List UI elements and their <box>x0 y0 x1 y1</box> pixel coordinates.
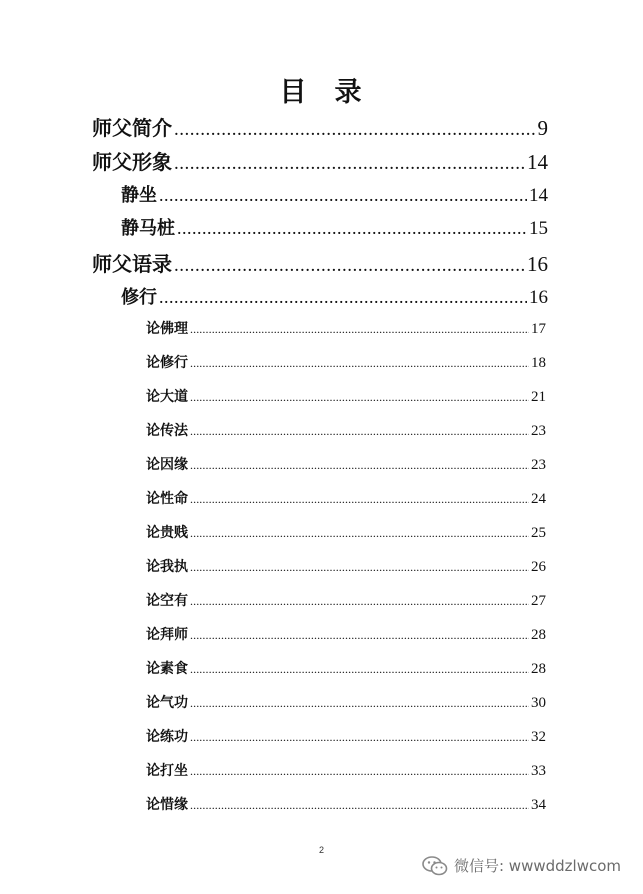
toc-entry-page: 23 <box>531 423 546 439</box>
toc-entry-page: 15 <box>529 218 548 239</box>
toc-entry[interactable] <box>146 386 546 406</box>
toc-entry-label: 论修行 <box>146 355 188 371</box>
toc-leader-dots <box>190 798 529 813</box>
toc-entry-label: 论气功 <box>146 695 188 711</box>
page-number: 2 <box>318 845 324 855</box>
toc-leader-dots <box>190 696 529 711</box>
toc-entry-page: 26 <box>531 559 546 575</box>
toc-entry-label: 论拜师 <box>146 627 188 643</box>
toc-entry-page: 27 <box>531 593 546 609</box>
toc-entry[interactable] <box>146 454 546 474</box>
toc-entry[interactable] <box>146 488 546 508</box>
toc-entry[interactable] <box>146 318 546 338</box>
toc-leader-dots <box>190 560 529 575</box>
toc-entry-label: 师父语录 <box>92 252 172 276</box>
toc-entry-label: 论因缘 <box>146 457 188 473</box>
toc-entry-label: 修行 <box>121 287 157 308</box>
toc-entry-label: 论贵贱 <box>146 525 188 541</box>
toc-entry-page: 28 <box>531 627 546 643</box>
toc-entry-label: 论打坐 <box>146 763 188 779</box>
toc-leader-dots <box>177 218 527 239</box>
toc-entry-label: 论练功 <box>146 729 188 745</box>
toc-entry[interactable] <box>146 658 546 678</box>
toc-entry-page: 17 <box>531 321 546 337</box>
toc-entry-page: 21 <box>531 389 546 405</box>
wechat-icon <box>422 856 448 876</box>
toc-leader-dots <box>190 424 529 439</box>
toc-entry-page: 32 <box>531 729 546 745</box>
toc-entry-page: 30 <box>531 695 546 711</box>
toc-entry[interactable] <box>121 283 548 309</box>
toc-entry[interactable] <box>146 556 546 576</box>
toc-entry-label: 论我执 <box>146 559 188 575</box>
toc-leader-dots <box>190 458 529 473</box>
toc-entry[interactable] <box>146 522 546 542</box>
toc-entry-label: 论素食 <box>146 661 188 677</box>
toc-entry-label: 静坐 <box>121 185 157 206</box>
toc-entry[interactable] <box>146 794 546 814</box>
toc-title-part1: 目 <box>279 77 309 108</box>
toc-entry-page: 34 <box>531 797 546 813</box>
toc-entry-page: 16 <box>529 287 548 308</box>
toc-leader-dots <box>190 594 529 609</box>
toc-leader-dots <box>190 492 529 507</box>
toc-entry[interactable] <box>121 181 548 207</box>
toc-entry-page: 14 <box>529 185 548 206</box>
toc-entry[interactable] <box>121 214 548 240</box>
toc-entry-label: 师父形象 <box>92 150 172 174</box>
toc-entry[interactable] <box>146 624 546 644</box>
toc-entry-label: 论空有 <box>146 593 188 609</box>
toc-leader-dots <box>174 119 536 141</box>
toc-entry-page: 14 <box>527 150 548 174</box>
toc-entry-label: 师父简介 <box>92 116 172 140</box>
toc-entry[interactable] <box>146 352 546 372</box>
toc-title-part2: 录 <box>334 77 364 108</box>
toc-entry[interactable] <box>146 692 546 712</box>
toc-leader-dots <box>190 356 529 371</box>
toc-leader-dots <box>190 662 529 677</box>
toc-entry-page: 23 <box>531 457 546 473</box>
toc-leader-dots <box>190 526 529 541</box>
toc-entry-page: 16 <box>527 252 548 276</box>
toc-entry[interactable] <box>146 590 546 610</box>
toc-leader-dots <box>159 287 527 308</box>
toc-leader-dots <box>190 730 529 745</box>
toc-entry[interactable] <box>92 248 548 277</box>
watermark-text: 微信号: wwwddzlwcom <box>453 857 621 875</box>
toc-entry-page: 33 <box>531 763 546 779</box>
toc-entry[interactable] <box>92 146 548 175</box>
toc-leader-dots <box>174 153 525 175</box>
toc-leader-dots <box>159 185 527 206</box>
toc-entry-page: 24 <box>531 491 546 507</box>
toc-entry-page: 28 <box>531 661 546 677</box>
toc-leader-dots <box>190 322 529 337</box>
toc-entry-label: 论性命 <box>146 491 188 507</box>
toc-entry-label: 论大道 <box>146 389 188 405</box>
toc-entry-page: 18 <box>531 355 546 371</box>
toc-entry-label: 论佛理 <box>146 321 188 337</box>
toc-entry[interactable] <box>92 112 548 141</box>
toc-leader-dots <box>190 628 529 643</box>
toc-entry[interactable] <box>146 420 546 440</box>
toc-entry-label: 论传法 <box>146 423 188 439</box>
toc-leader-dots <box>190 390 529 405</box>
toc-entry-page: 25 <box>531 525 546 541</box>
toc-entry-label: 论惜缘 <box>146 797 188 813</box>
toc-entry[interactable] <box>146 760 546 780</box>
toc-entry-page: 9 <box>537 116 548 140</box>
toc-entry-label: 静马桩 <box>121 218 175 239</box>
toc-entry[interactable] <box>146 726 546 746</box>
toc-leader-dots <box>174 255 525 277</box>
toc-leader-dots <box>190 764 529 779</box>
watermark <box>422 855 621 876</box>
